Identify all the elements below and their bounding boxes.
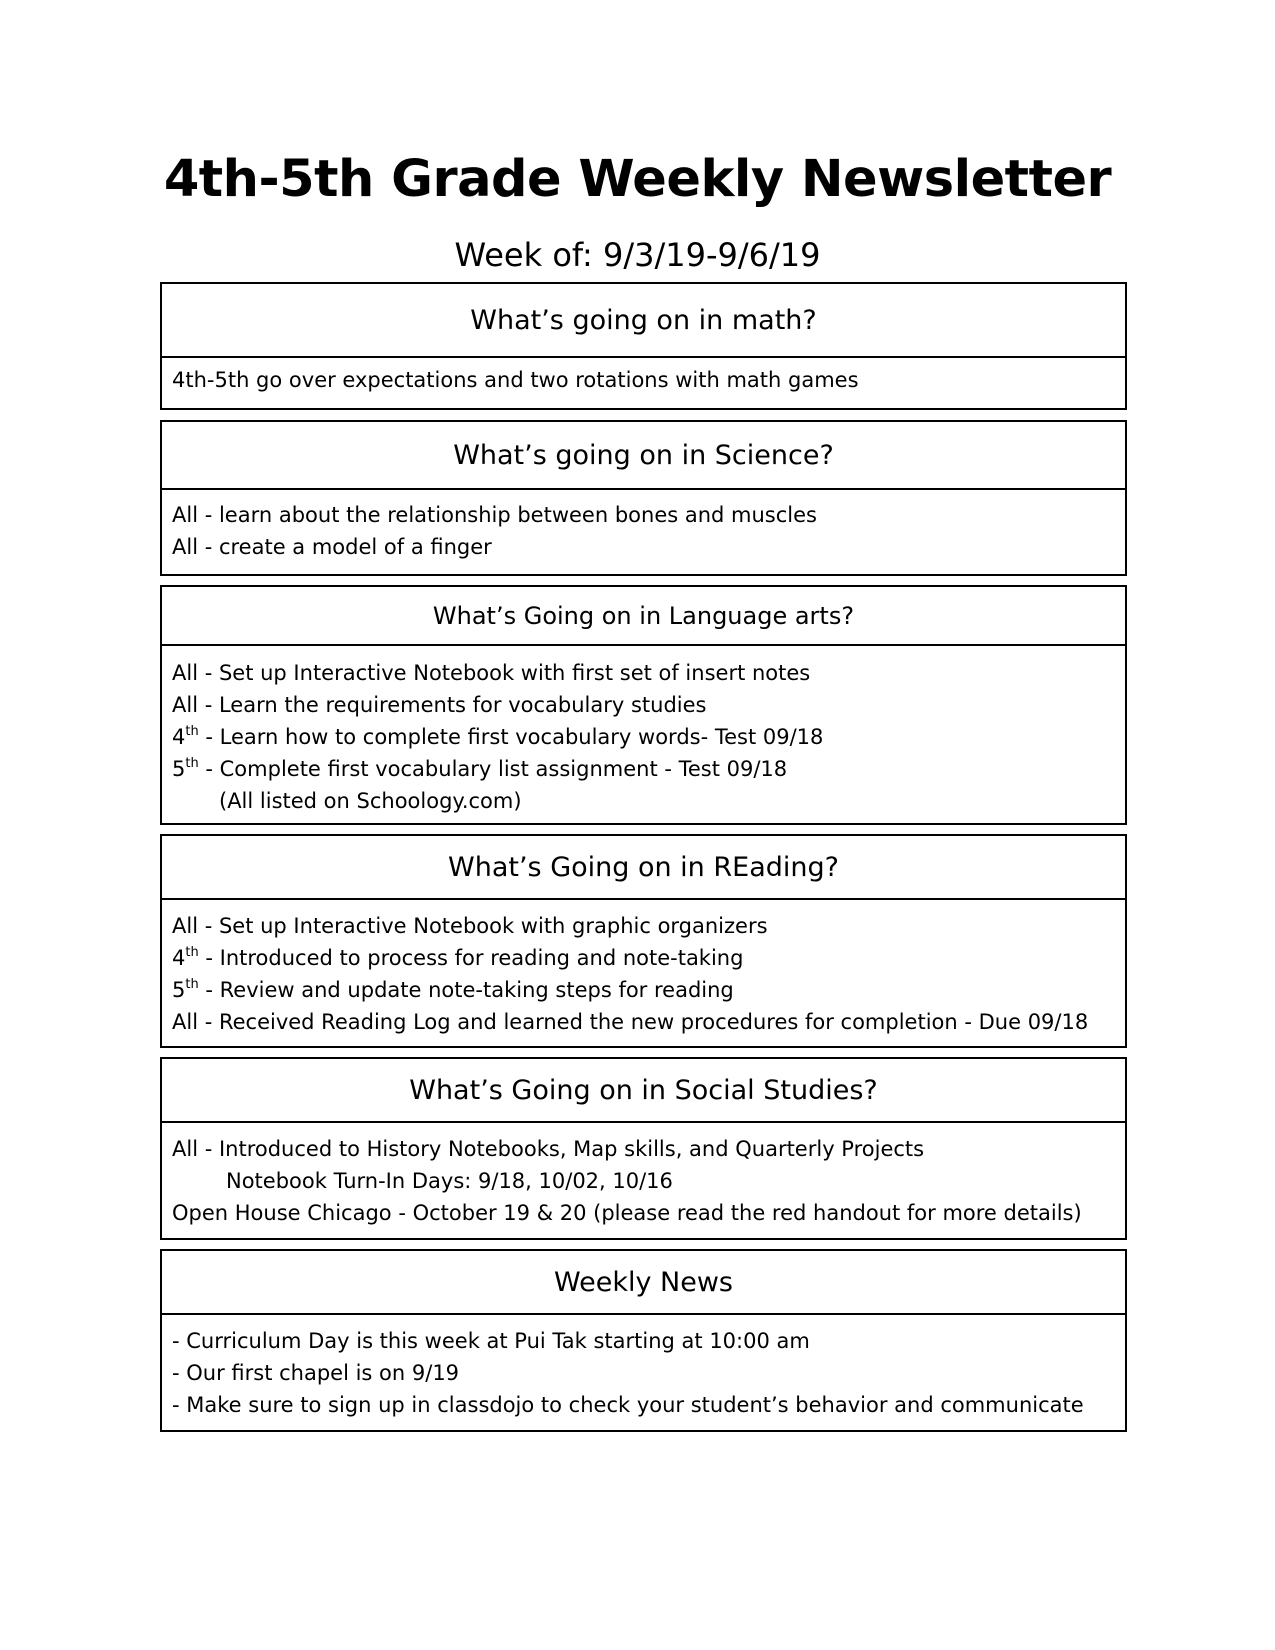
grade-number: 5 [172, 978, 186, 1002]
section-heading: What’s going on in Science? [162, 422, 1125, 490]
grade-number: 4 [172, 725, 186, 749]
section-heading: Weekly News [162, 1251, 1125, 1315]
list-item [172, 753, 1115, 785]
list-item: All - Received Reading Log and learned the new procedures for completion - Due 09/18 [172, 1010, 1089, 1034]
list-item [172, 974, 1115, 1006]
list-item: - Make sure to sign up in classdojo to check your student’s behavior and communicate [172, 1393, 1084, 1417]
grade-suffix: th [185, 756, 199, 771]
section-heading: What’s Going on in REading? [162, 836, 1125, 900]
section-heading: What’s going on in math? [162, 284, 1125, 358]
section-language-arts [160, 585, 1127, 825]
section-heading: What’s Going on in Social Studies? [162, 1059, 1125, 1123]
list-item: All - Learn the requirements for vocabulary studies [172, 693, 707, 717]
section-body [162, 900, 1125, 1038]
section-body [162, 1123, 1125, 1229]
list-item: All - learn about the relationship between bones and muscles [172, 503, 817, 527]
grade-suffix: th [185, 945, 199, 960]
section-science [160, 420, 1127, 576]
list-item: - Curriculum Day is this week at Pui Tak starting at 10:00 am [172, 1329, 810, 1353]
grade-number: 4 [172, 946, 186, 970]
item-text: - Review and update note-taking steps for reading [198, 978, 734, 1002]
item-text: - Introduced to process for reading and note-taking [198, 946, 744, 970]
list-item: All - create a model of a finger [172, 535, 492, 559]
list-item: All - Introduced to History Notebooks, Map skills, and Quarterly Projects [172, 1137, 925, 1161]
section-body [162, 490, 1125, 563]
list-item [172, 721, 1115, 753]
grade-suffix: th [185, 977, 199, 992]
section-body [162, 1315, 1125, 1421]
grade-suffix: th [185, 724, 199, 739]
item-text: - Learn how to complete first vocabulary words- Test 09/18 [198, 725, 824, 749]
section-math [160, 282, 1127, 410]
section-social-studies [160, 1057, 1127, 1240]
list-item: Notebook Turn-In Days: 9/18, 10/02, 10/16 [226, 1169, 673, 1193]
list-item: 4th-5th go over expectations and two rotations with math games [172, 368, 859, 392]
grade-number: 5 [172, 757, 186, 781]
list-item: All - Set up Interactive Notebook with graphic organizers [172, 914, 768, 938]
list-item [172, 942, 1115, 974]
section-heading: What’s Going on in Language arts? [162, 587, 1125, 646]
section-weekly-news [160, 1249, 1127, 1432]
list-item: All - Set up Interactive Notebook with first set of insert notes [172, 661, 811, 685]
list-item: Open House Chicago - October 19 & 20 (please read the red handout for more details) [172, 1201, 1082, 1225]
list-item: - Our first chapel is on 9/19 [172, 1361, 460, 1385]
newsletter-title: 4th-5th Grade Weekly Newsletter [163, 150, 1112, 209]
week-of-label: Week of: 9/3/19-9/6/19 [454, 236, 821, 274]
list-item: (All listed on Schoology.com) [219, 789, 522, 813]
item-text: - Complete first vocabulary list assignment - Test 09/18 [198, 757, 788, 781]
section-body [162, 646, 1125, 817]
section-body [162, 358, 1125, 396]
section-reading [160, 834, 1127, 1048]
